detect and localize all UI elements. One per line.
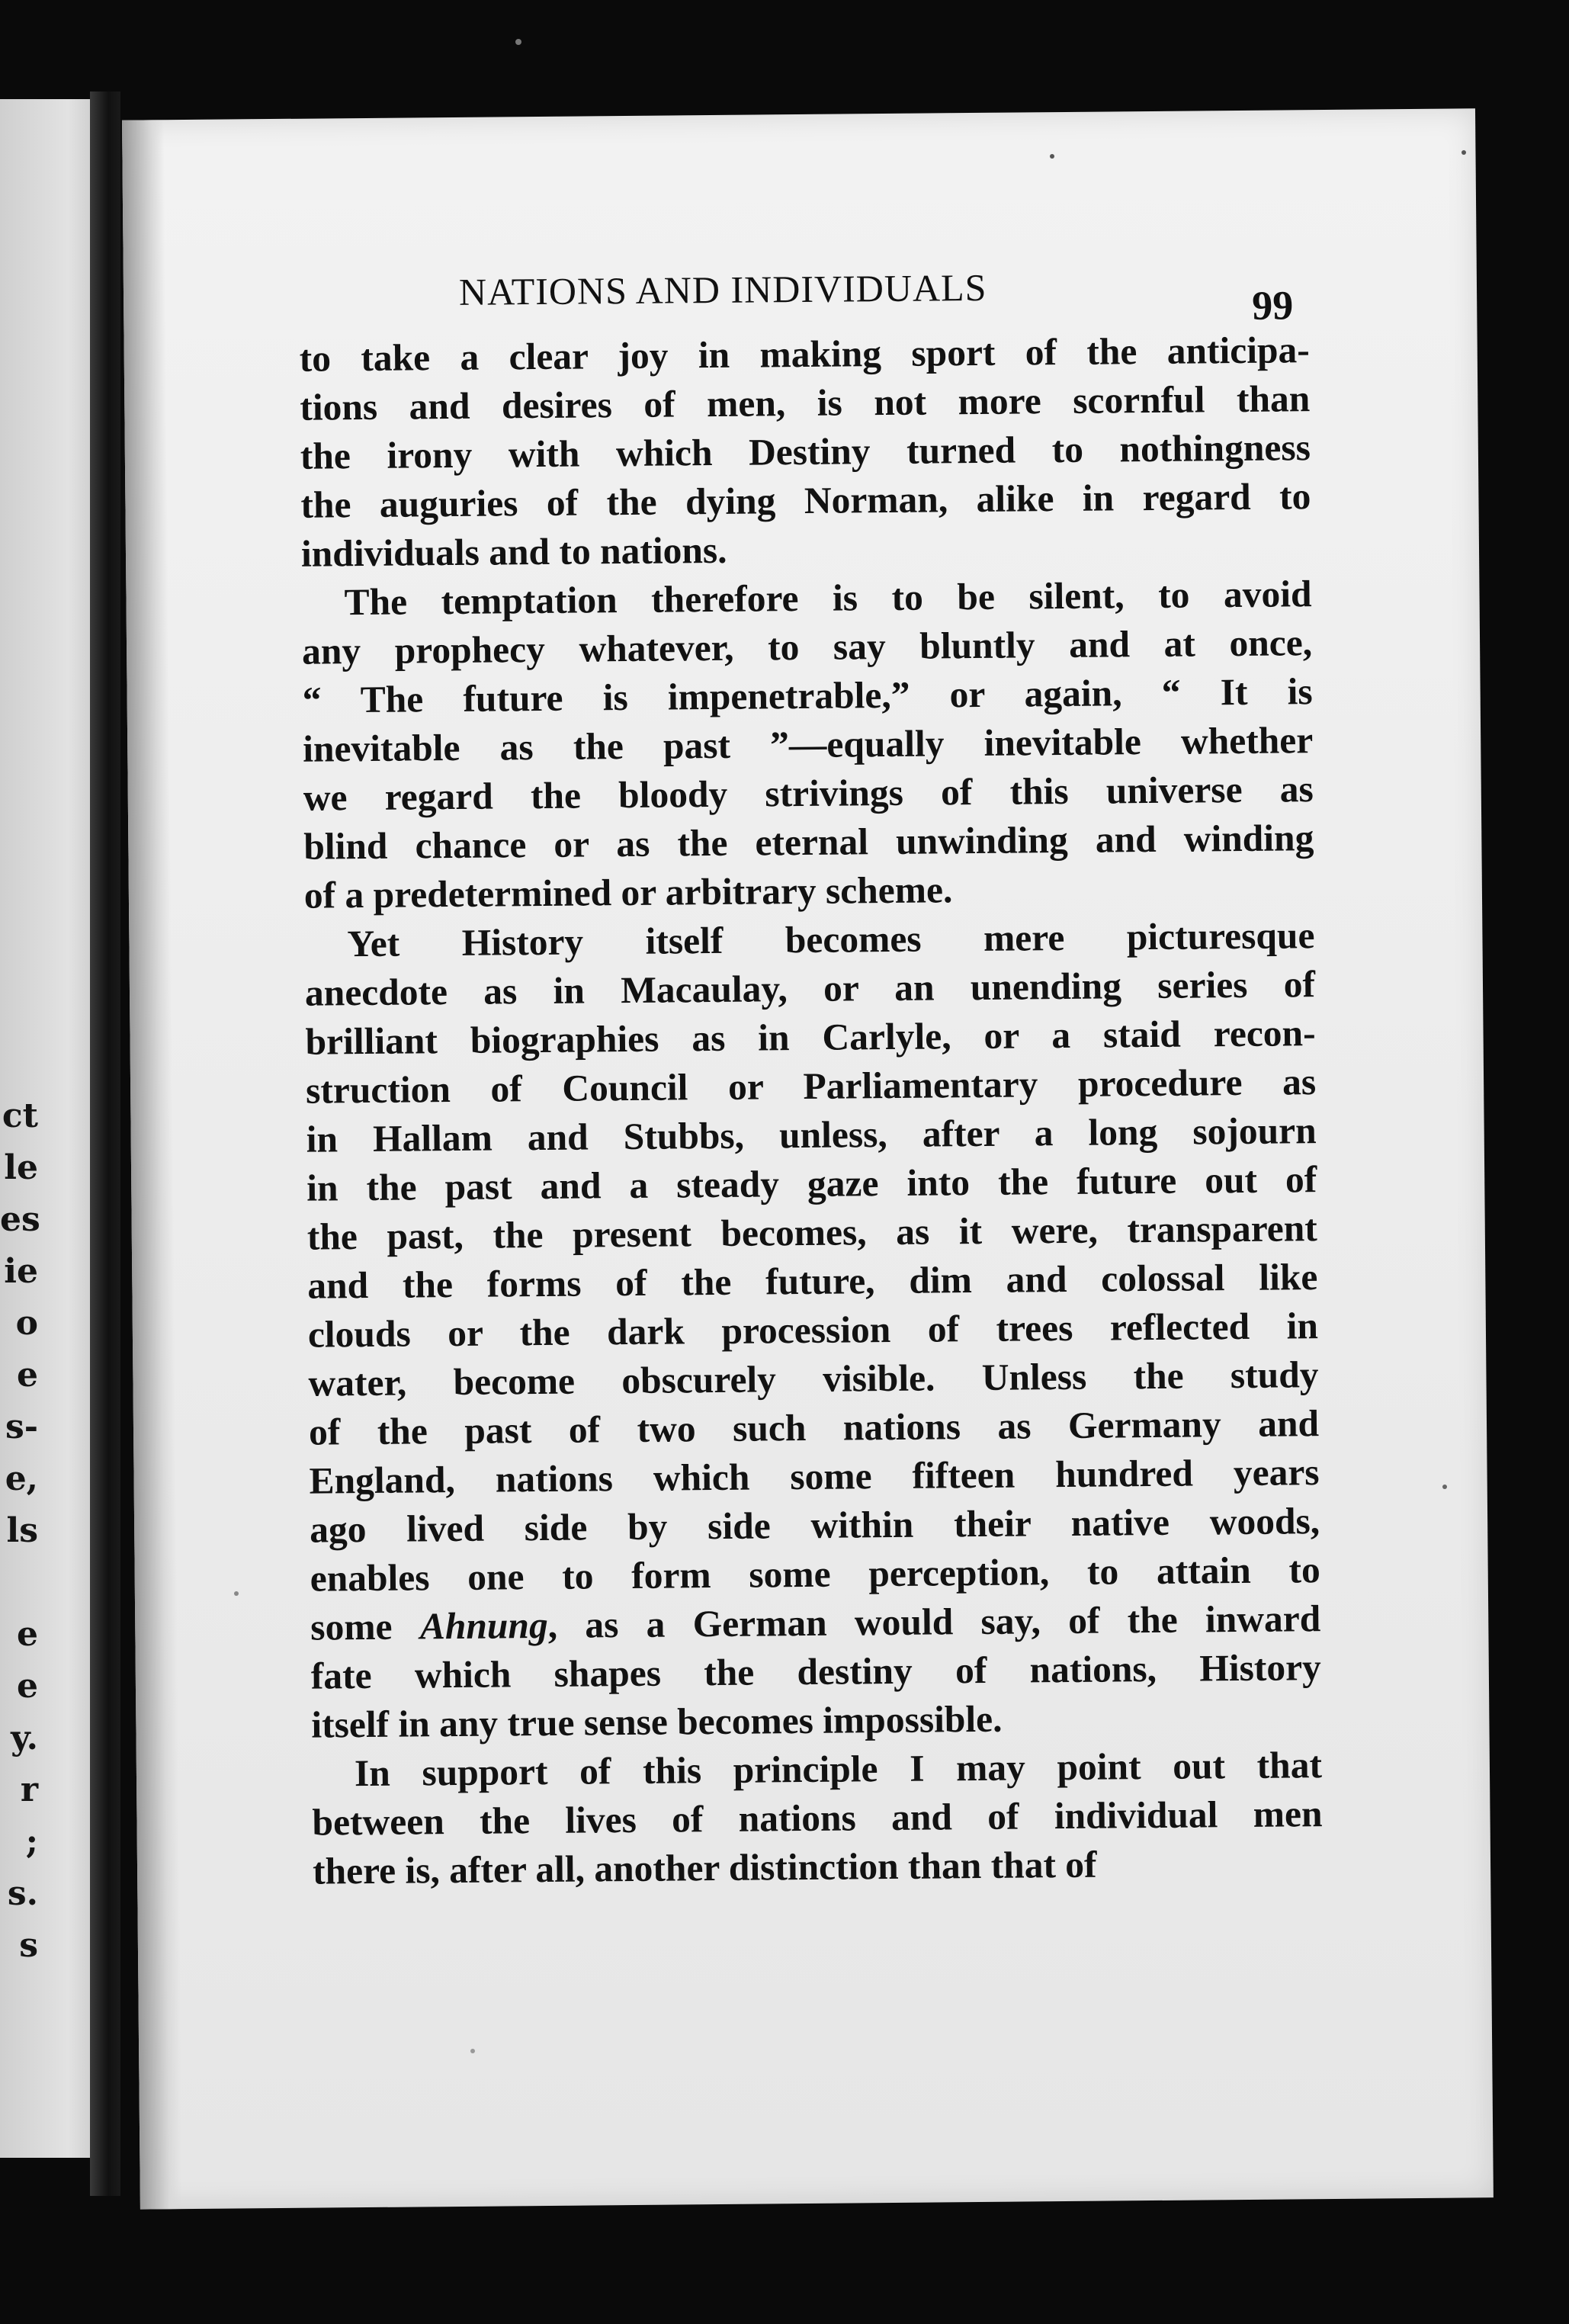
text-line: anecdote as in Macaulay, or an unending series of <box>304 963 1316 1014</box>
running-head: NATIONS AND INDIVIDUALS <box>458 265 987 313</box>
previous-page-fragment: e <box>17 1667 38 1706</box>
previous-page-fragment: y. <box>11 1719 38 1757</box>
text-line: there is, after all, another distinction than that of <box>312 1843 1097 1892</box>
paragraph-2 <box>301 570 1314 920</box>
text-line: Yet History itself becomes mere picturesque <box>347 914 1315 965</box>
text-fragment: some <box>310 1605 421 1648</box>
body-text <box>299 326 1323 1895</box>
text-line: of the past of two such nations as Germany and <box>308 1402 1320 1453</box>
previous-page-fragment: ie <box>4 1252 38 1291</box>
text-line: we regard the bloody strivings of this universe as <box>303 768 1314 819</box>
text-line: inevitable as the past ”—equally inevitable whether <box>302 719 1314 770</box>
text-line: blind chance or as the eternal unwinding and winding <box>303 817 1314 868</box>
text-line: fate which shapes the destiny of nations, History <box>310 1646 1322 1697</box>
text-line: the past, the present becomes, as it were, transparent <box>306 1207 1318 1258</box>
italic-word: Ahnung <box>419 1603 548 1648</box>
page-gutter-shade <box>122 120 182 2209</box>
text-line: of a predetermined or arbitrary scheme. <box>303 868 953 916</box>
text-line: the auguries of the dying Norman, alike in regard to <box>300 475 1311 526</box>
previous-page-fragment: s. <box>7 1874 38 1913</box>
text-line: brilliant biographies as in Carlyle, or a staid recon- <box>305 1012 1316 1063</box>
text-line: the irony with which Destiny turned to nothingness <box>300 426 1311 477</box>
text-line: enables one to form some perception, to attain to <box>310 1549 1320 1600</box>
previous-page-fragment: e <box>17 1615 38 1654</box>
paragraph-1 <box>299 326 1311 579</box>
text-line: tions and desires of men, is not more scornful than <box>300 377 1311 429</box>
paragraph-3 <box>304 911 1321 1750</box>
text-line <box>310 1594 1321 1652</box>
previous-page-fragment: o <box>15 1304 38 1343</box>
text-line: between the lives of nations and of individual men <box>312 1793 1323 1844</box>
previous-page-fragment: r <box>20 1770 38 1809</box>
previous-page-fragment: ; <box>25 1822 38 1861</box>
text-line: In support of this principle I may point out that <box>354 1744 1323 1795</box>
text-line: and the forms of the future, dim and colossal like <box>307 1256 1318 1307</box>
text-line: in the past and a steady gaze into the future out of <box>306 1158 1317 1209</box>
paragraph-4 <box>312 1741 1324 1896</box>
previous-page-fragment: le <box>4 1148 38 1187</box>
previous-page-text-fragments <box>0 1090 38 1972</box>
page-number: 99 <box>1251 282 1294 329</box>
text-line: any prophecy whatever, to say bluntly and at once, <box>301 621 1313 672</box>
previous-page-fragment: es <box>0 1200 40 1239</box>
previous-page-fragment: e, <box>5 1459 38 1498</box>
book-page <box>122 108 1494 2209</box>
text-line: to take a clear joy in making sport of the anticipa- <box>299 329 1310 380</box>
previous-page-fragment <box>0 1557 38 1609</box>
text-line: individuals and to nations. <box>300 528 727 575</box>
text-line: itself in any true sense becomes impossible. <box>311 1697 1003 1746</box>
previous-page-fragment: e <box>17 1356 38 1395</box>
text-line: clouds or the dark procession of trees reflected in <box>307 1305 1319 1356</box>
text-line: ago lived side by side within their native woods, <box>309 1500 1320 1551</box>
text-line: The temptation therefore is to be silent, to avoid <box>344 573 1312 624</box>
previous-page-fragment: s- <box>5 1408 38 1446</box>
text-line: water, become obscurely visible. Unless the study <box>308 1353 1319 1404</box>
text-line: England, nations which some fifteen hundred years <box>309 1451 1320 1502</box>
previous-page-fragment: ct <box>2 1096 38 1135</box>
text-line: in Hallam and Stubbs, unless, after a long sojourn <box>306 1109 1317 1160</box>
text-line: struction of Council or Parliamentary procedure as <box>305 1061 1317 1112</box>
text-fragment: , as a German would say, of the inward <box>547 1597 1321 1646</box>
binding-gutter-shadow <box>90 91 120 2196</box>
previous-page-fragment: s <box>19 1926 38 1965</box>
previous-page-fragment: ls <box>6 1511 38 1550</box>
text-line: “ The future is impenetrable,” or again, “ It is <box>302 670 1313 721</box>
